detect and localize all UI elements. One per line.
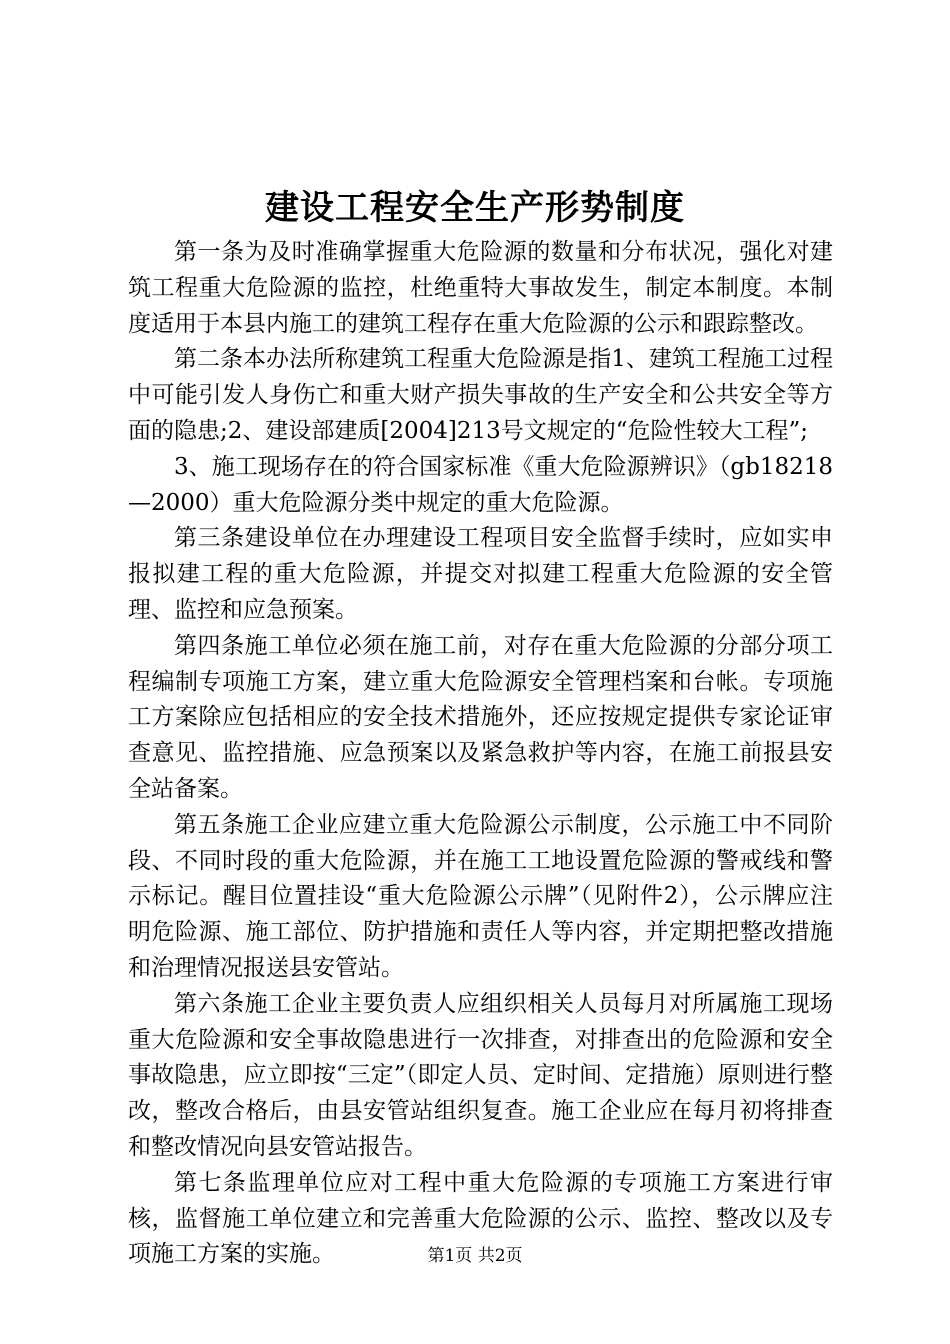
page-number-footer: 第1页 共2页 bbox=[427, 1246, 523, 1266]
article-2-item-3-paragraph: 3、施工现场存在的符合国家标准《重大危险源辨识》（gb18218—2000）重大危险源分类中规定的重大危险源。 bbox=[128, 453, 833, 516]
article-3-paragraph: 第三条建设单位在办理建设工程项目安全监督手续时，应如实申报拟建工程的重大危险源，并提交对拟建工程重大危险源的安全管理、监控和应急预案。 bbox=[128, 525, 833, 623]
document-body bbox=[128, 235, 833, 1273]
article-5-paragraph: 第五条施工企业应建立重大危险源公示制度，公示施工中不同阶段、不同时段的重大危险源，并在施工工地设置危险源的警戒线和警示标记。醒目位置挂设“重大危险源公示牌”（见附件2），公示牌应注明危险源、施工部位、防护措施和责任人等内容，并定期把整改措施和治理情况报送县安管站。 bbox=[128, 811, 833, 981]
document-title: 建设工程安全生产形势制度 bbox=[265, 188, 685, 228]
article-4-paragraph: 第四条施工单位必须在施工前，对存在重大危险源的分部分项工程编制专项施工方案，建立重大危险源安全管理档案和台帐。专项施工方案除应包括相应的安全技术措施外，还应按规定提供专家论证审查意见、监控措施、应急预案以及紧急救护等内容，在施工前报县安全站备案。 bbox=[128, 632, 833, 802]
article-1-paragraph: 第一条为及时准确掌握重大危险源的数量和分布状况，强化对建筑工程重大危险源的监控，杜绝重特大事故发生，制定本制度。本制度适用于本县内施工的建筑工程存在重大危险源的公示和跟踪整改。 bbox=[128, 239, 833, 337]
article-7-paragraph: 第七条监理单位应对工程中重大危险源的专项施工方案进行审核，监督施工单位建立和完善重大危险源的公示、监控、整改以及专项施工方案的实施。 bbox=[128, 1169, 833, 1268]
article-2-paragraph: 第二条本办法所称建筑工程重大危险源是指1、建筑工程施工过程中可能引发人身伤亡和重大财产损失事故的生产安全和公共安全等方面的隐患;2、建设部建质[2004]213号文规定的“危险性较大工程”; bbox=[128, 346, 833, 444]
article-6-paragraph: 第六条施工企业主要负责人应组织相关人员每月对所属施工现场重大危险源和安全事故隐患进行一次排查，对排查出的危险源和安全事故隐患，应立即按“三定”（即定人员、定时间、定措施）原则进行整改，整改合格后，由县安管站组织复查。施工企业应在每月初将排查和整改情况向县安管站报告。 bbox=[128, 990, 833, 1160]
